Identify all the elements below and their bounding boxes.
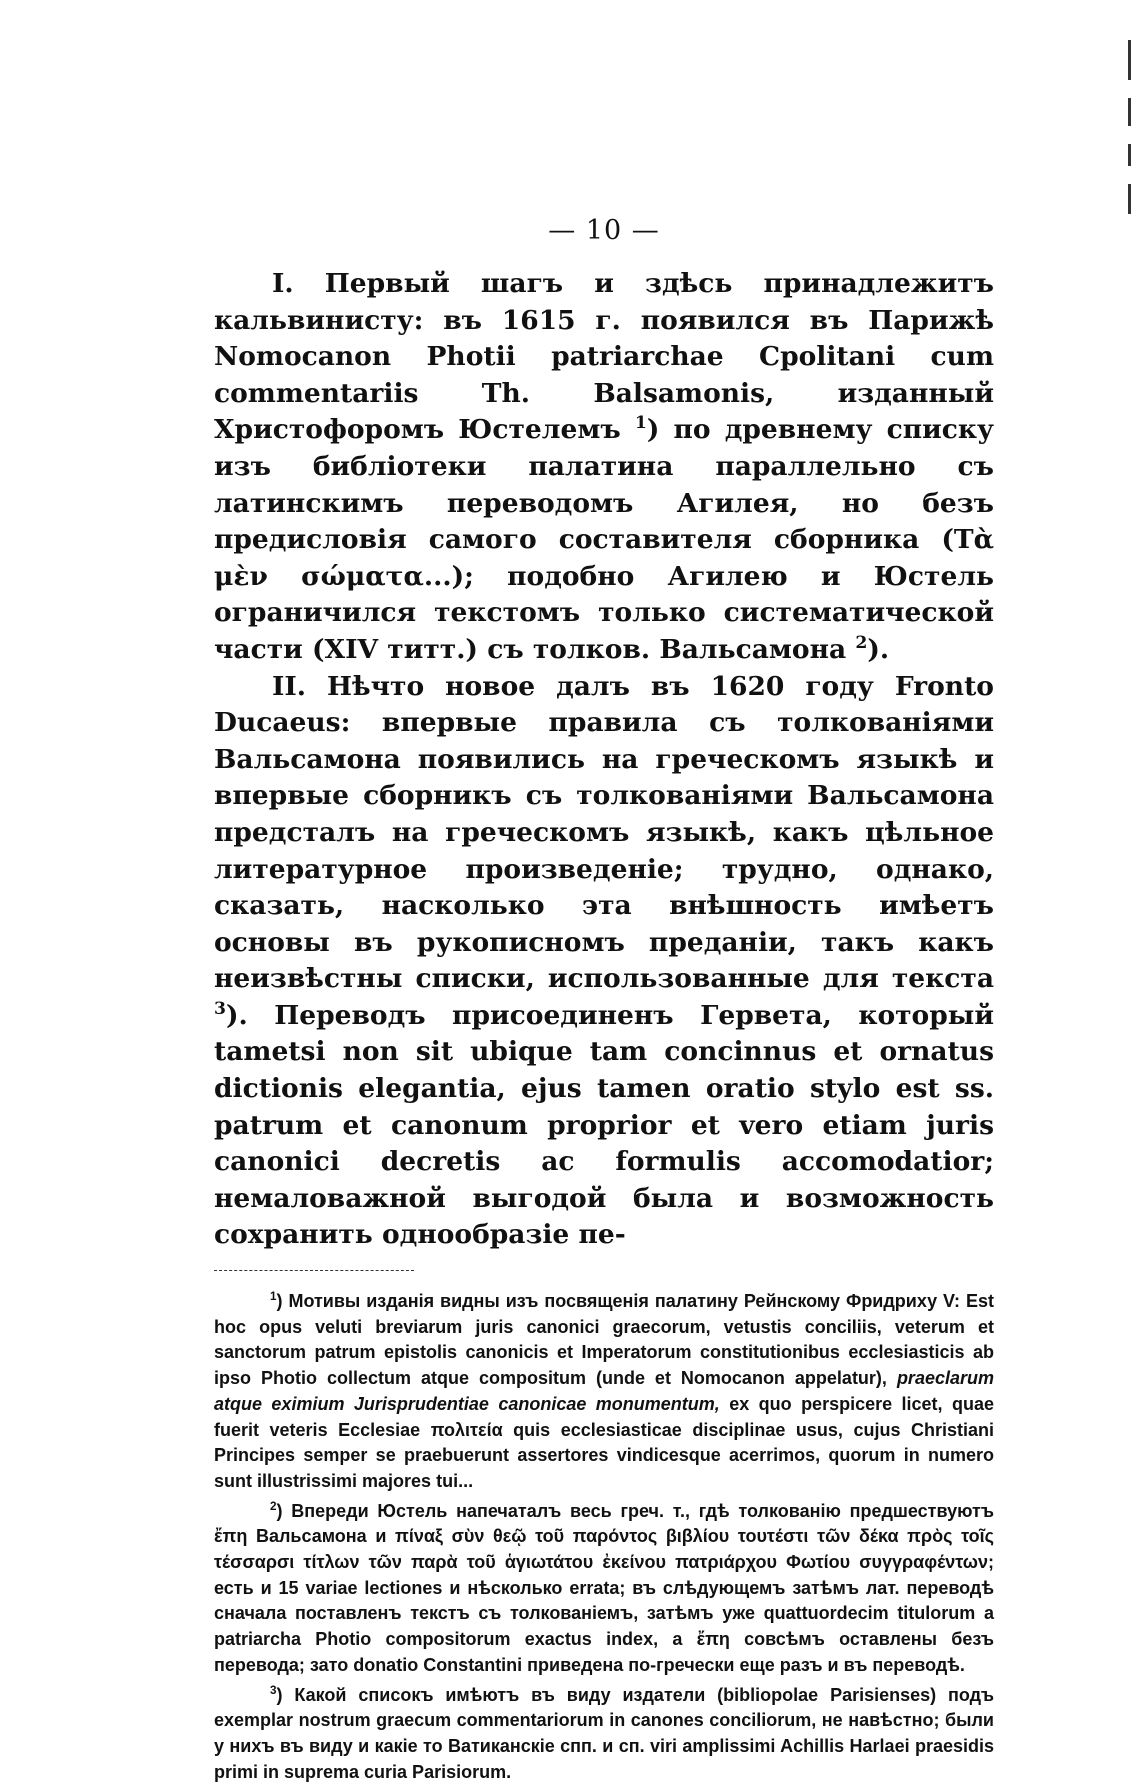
scan-mark xyxy=(1128,184,1131,214)
paragraph-2-text: II. Нѣчто новое далъ въ 1620 году Fronto Ducaeus: впервые правила съ толкованіями Вальсамона появились на греческомъ языкѣ и впервые сборникъ съ толкованіями Вальсамона предсталъ на греческомъ языкѣ, какъ цѣльное литературное произведеніе; трудно, однако, сказать, насколько эта внѣшность имѣетъ основы въ рукописномъ преданіи, такъ какъ неизвѣстны списки, использованные для текста xyxy=(214,670,994,995)
paragraph-1-text: I. Первый шагъ и здѣсь принадлежитъ кальвинисту: въ 1615 г. появился въ Парижѣ Nomocanon Photii patriarchae Cpolitani cum commentariis Th. Balsamonis, изданный Христофоромъ Юстелемъ xyxy=(214,268,994,446)
footnote-1-text: ) Мотивы изданія видны изъ посвященія палатину Рейнскому Фридриху V: Est hoc opus veluti breviarum juris canonici graecorum, vetustis conciliis, veterum et sanctorum patrum epistolis canonicis et Imperatorum constitutionibus ecclesiasticis ab ipso Photio collectum atque compositum (unde et Nomocanon appelatur), xyxy=(214,1291,994,1389)
scan-mark xyxy=(1128,40,1131,80)
footnote-ref-1: 1 xyxy=(634,413,647,434)
footnotes xyxy=(214,1289,994,1785)
paragraph-1-text-b: ) по древнему списку изъ библіотеки палатина параллельно съ латинскимъ переводомъ Агилея, но безъ предисловія самого составителя сборника (Τὰ μὲν σώματα...); подобно Агилею и Юстель ограничился текстомъ только систематической части (XIV титт.) съ толков. Вальсамона xyxy=(214,414,994,665)
footnote-1-text-b: ex quo perspicere licet, quae fuerit veteris Ecclesiae πολιτεία quis ecclesiasticae disciplinae usus, cujus Christiani Principes semper se praebuerunt assertores vindicesque acerrimos, quorum in numero sunt illustrissimi majores tui... xyxy=(214,1393,994,1491)
footnote-2-text: ) Впереди Юстель напечаталъ весь греч. т., гдѣ толкованію предшествуютъ ἔπη Вальсамона и πίναξ σὺν θεῷ τοῦ παρόντος βιβλίου τουτέστι τῶν δέκα πρὸς τοῖς τέσσαρσι τίτλων τῶν παρὰ τοῦ ἁγιωτάτου ἐκείνου πατριάρχου Φωτίου συγγραφέντων; есть и 15 variae lectiones и нѣсколько errata; въ слѣдующемъ затѣмъ лат. переводѣ сначала поставленъ текстъ съ толкованіемъ, затѣмъ уже quattuordecim titulorum a patriarcha Photio compositorum exactus index, а ἔπη совсѣмъ оставлены безъ перевода; зато donatio Constantini приведена по-гречески еще разъ и въ переводѣ. xyxy=(214,1500,994,1675)
footnote-2 xyxy=(214,1499,994,1679)
scan-mark xyxy=(1128,98,1131,126)
footnote-ref-2: 2 xyxy=(855,633,868,654)
paragraph-1-text-c: ). xyxy=(867,633,890,665)
margin-scan-marks xyxy=(1128,40,1132,250)
footnote-1 xyxy=(214,1289,994,1495)
footnote-divider xyxy=(214,1270,414,1271)
footnote-3-text: ) Какой списокъ имѣютъ въ виду издатели (bibliopolae Parisienses) подъ exemplar nostrum graecum commentariorum in canones conciliorum, не навѣстно; были у нихъ въ виду и какіе то Ватиканскіе спп. и сп. viri amplissimi Achillis Harlaei praesidis primi in suprema curia Parisiorum. xyxy=(214,1684,994,1782)
document-page xyxy=(214,215,994,1789)
paragraph-2-text-b: ). Переводъ присоединенъ Гервета, который tametsi non sit ubique tam concinnus et ornatus dictionis elegantia, ejus tamen oratio stylo est ss. patrum et canonum proprior et vero etiam juris canonici decretis ac formulis accomodatior; немаловажной выгодой была и возможность сохранить однообразіе пе- xyxy=(214,999,994,1251)
footnote-ref-3: 3 xyxy=(214,999,226,1020)
footnote-3-mark: 3 xyxy=(270,1683,277,1697)
footnote-1-mark: 1 xyxy=(270,1290,277,1304)
paragraph-2 xyxy=(214,669,994,1255)
footnote-3 xyxy=(214,1683,994,1786)
scan-mark xyxy=(1128,144,1131,166)
page-number: — 10 — xyxy=(548,215,660,246)
main-text xyxy=(214,266,994,1254)
paragraph-1 xyxy=(214,266,994,669)
footnote-1-italic: praeclarum atque eximium Jurisprudentiae canonicae monumentum, xyxy=(214,1368,994,1414)
footnote-2-mark: 2 xyxy=(270,1499,277,1513)
